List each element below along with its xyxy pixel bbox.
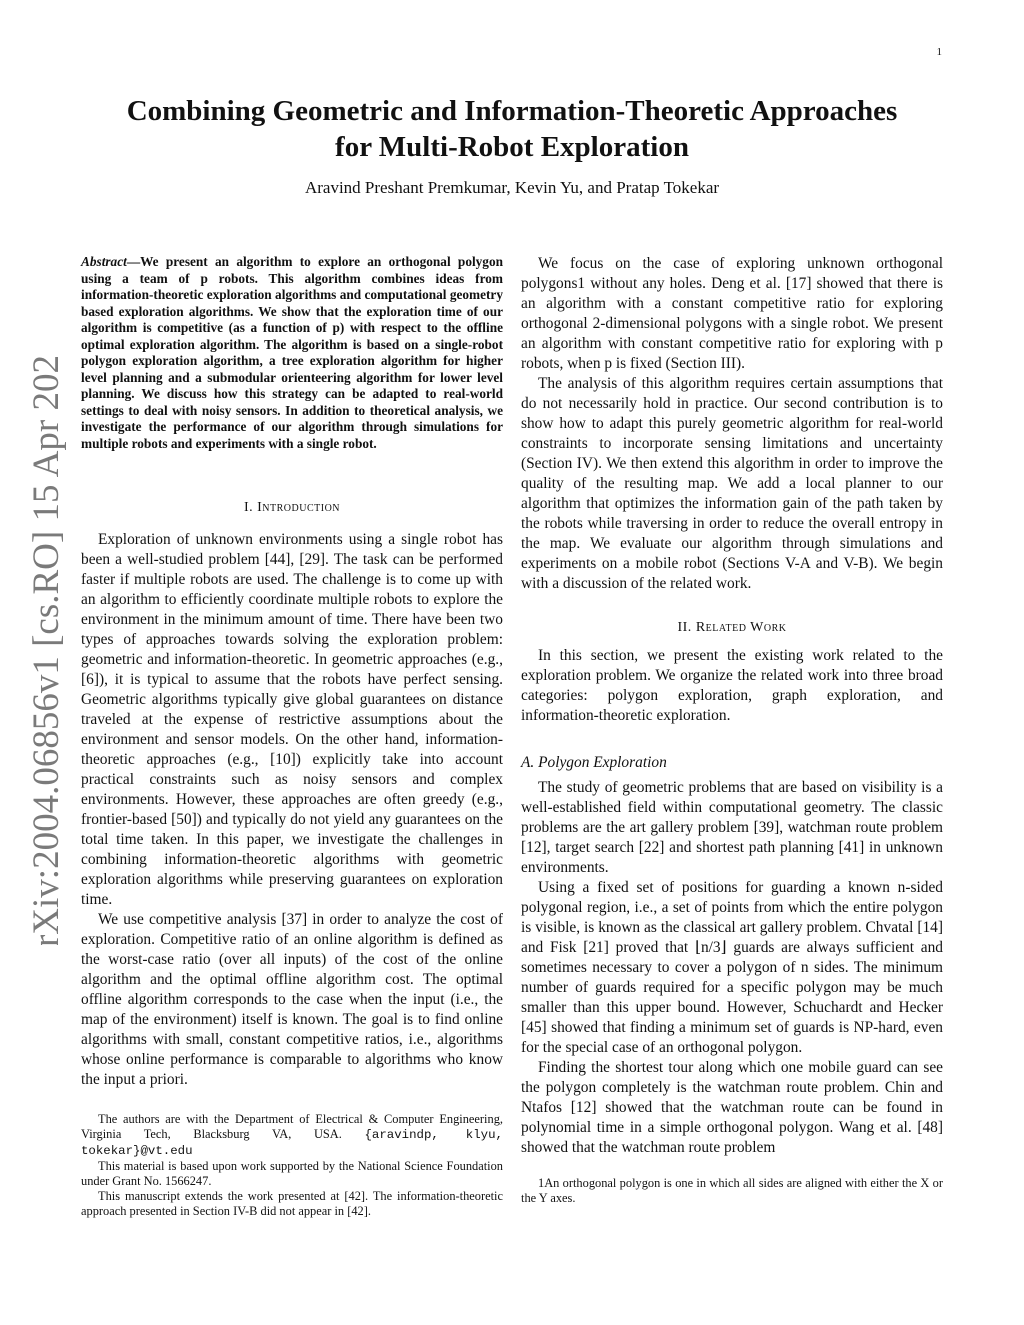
footnote-funding: This material is based upon work supported by the National Science Foundation under Grant No. 1566247. (81, 1159, 503, 1188)
polygon-paragraph-1: The study of geometric problems that are based on visibility is a well-established field within computational geometry. The classic problems are the art gallery problem [39], watchman route problem [12], target search [22] and shortest path planning [41] in unknown environments. (521, 779, 943, 876)
author-list: Aravind Preshant Premkumar, Kevin Yu, and Pratap Tokekar (304, 178, 720, 197)
title-line-2: for Multi-Robot Exploration (335, 131, 689, 163)
section-2-title: Related Work (695, 620, 787, 635)
section-1-title: Introduction (257, 500, 341, 515)
abstract (81, 254, 503, 452)
abstract-label: Abstract (81, 254, 127, 269)
section-2-heading (521, 620, 943, 636)
arxiv-stamp (10, 355, 80, 945)
left-column (81, 254, 503, 1219)
arxiv-stamp-text: arXiv:2004.06856v1 [cs.RO] 15 Apr 2020 (26, 355, 67, 945)
subsection-a-heading: A. Polygon Exploration (521, 754, 667, 771)
intro-paragraph-2: We use competitive analysis [37] in order to analyze the cost of exploration. Competitive ratio of an online algorithm is defined as the worst-case ratio (over all inputs) of the cost of the online algorithm and the optimal offline algorithm cost. The optimal offline algorithm corresponds to the case when the input (i.e., the map of the environment) itself is known. The goal is to find online algorithms with small, constant competitive ratios, i.e., algorithms whose online performance is comparable to algorithms who know the input a priori. (81, 911, 503, 1088)
abstract-dash: — (126, 254, 141, 269)
footnote-email: {aravindp, klyu, tokekar}@vt.edu (81, 1128, 503, 1158)
section-1-heading (81, 500, 503, 516)
right-paragraph-2: The analysis of this algorithm requires certain assumptions that do not necessarily hold in practice. Our second contribution is to show how to adapt this purely geometric algorithm for real-world constraints to incorporate sensing limitations and uncertainty (Section IV). We then extend this algorithm in order to improve the quality of the resulting map. We add a local planner to our algorithm that optimizes the information gain of the path taken by the robots while traversing in order to reduce the overall entropy in the map. We evaluate our algorithm through simulations and experiments on a mobile robot (Sections V-A and V-B). We begin with a discussion of the related work. (521, 375, 943, 592)
abstract-text: We present an algorithm to explore an orthogonal polygon using a team of p robots. This algorithm combines ideas from information-theoretic exploration algorithms and computational geometry based exploration algorithms. We show that the exploration time of our algorithm is competitive (as a function of p) with respect to the offline optimal exploration algorithm. The algorithm is based on a single-robot polygon exploration algorithm, a tree exploration algorithm for higher level planning and a submodular orienteering algorithm for lower level planning. We discuss how this strategy can be adapted to real-world settings to deal with noisy sensors. In addition to theoretical analysis, we investigate the performance of our algorithm through simulations for multiple robots and experiments with a single robot. (81, 254, 503, 451)
related-work-paragraph: In this section, we present the existing work related to the exploration problem. We organize the related work into three broad categories: polygon exploration, graph exploration, and information-theoretic exploration. (521, 647, 943, 724)
intro-paragraph-1: Exploration of unknown environments using a single robot has been a well-studied problem [44], [29]. The task can be performed faster if multiple robots are used. The challenge is to come up with an algorithm to efficiently coordinate multiple robots to explore the environment in the minimum amount of time. There have been two types of approaches towards solving the exploration problem: geometric and information-theoretic. In geometric approaches (e.g., [6]), it is typical to assume that the robots have perfect sensing. Geometric algorithms typically give global guarantees on distance traveled at the expense of restrictive assumptions about the environment and sensor models. On the other hand, information-theoretic approaches (e.g., [10]) explicitly take into account practical constraints such as noisy sensors and complex environments. However, these approaches are often greedy (e.g., frontier-based [50]) and typically do not yield any guarantees on the total time taken. In this paper, we investigate the challenges in combining information-theoretic algorithms with geometric exploration algorithms while preserving guarantees on exploration time. (81, 531, 503, 908)
page-number: 1 (936, 46, 942, 58)
paper-title (80, 93, 944, 165)
section-2-number: II. (677, 620, 692, 635)
footnote-orthogonal: 1An orthogonal polygon is one in which all sides are aligned with either the X or the Y axes. (521, 1176, 943, 1205)
footnote-affiliation (81, 1112, 503, 1159)
footnote-affiliation-text: The authors are with the Department of Electrical & Computer Engineering, Virginia Tech, Blacksburg VA, USA. (81, 1112, 503, 1141)
polygon-paragraph-3: Finding the shortest tour along which one mobile guard can see the polygon completely is the watchman route problem. Chin and Ntafos [12] showed that the watchman route can be found in polynomial time in a simple orthogonal polygon. Wang et al. [48] showed that the watchman route problem (521, 1059, 943, 1156)
right-paragraph-1: We focus on the case of exploring unknown orthogonal polygons1 without any holes. Deng et al. [17] showed that there is an algorithm with a constant competitive ratio for exploring orthogonal 2-dimensional polygons with a single robot. We present an algorithm with constant competitive ratio for exploring with p robots, when p is fixed (Section III). (521, 255, 943, 372)
right-column (521, 254, 943, 1206)
section-1-number: I. (243, 500, 254, 515)
title-line-1: Combining Geometric and Information-Theoretic Approaches (126, 95, 898, 127)
polygon-paragraph-2: Using a fixed set of positions for guarding a known n-sided polygonal region, i.e., a set of points from which the entire polygon is visible, is known as the classical art gallery problem. Chvatal [14] and Fisk [21] proved that ⌊n/3⌋ guards are always sufficient and sometimes necessary to cover a polygon of n sides. The minimum number of guards required for a specific polygon may be much smaller than this upper bound. However, Schuchardt and Hecker [45] showed that finding a minimum set of guards is NP-hard, even for the special case of an orthogonal polygon. (521, 879, 943, 1056)
footnote-extension: This manuscript extends the work presented at [42]. The information-theoretic approach presented in Section IV-B did not appear in [42]. (81, 1189, 503, 1218)
